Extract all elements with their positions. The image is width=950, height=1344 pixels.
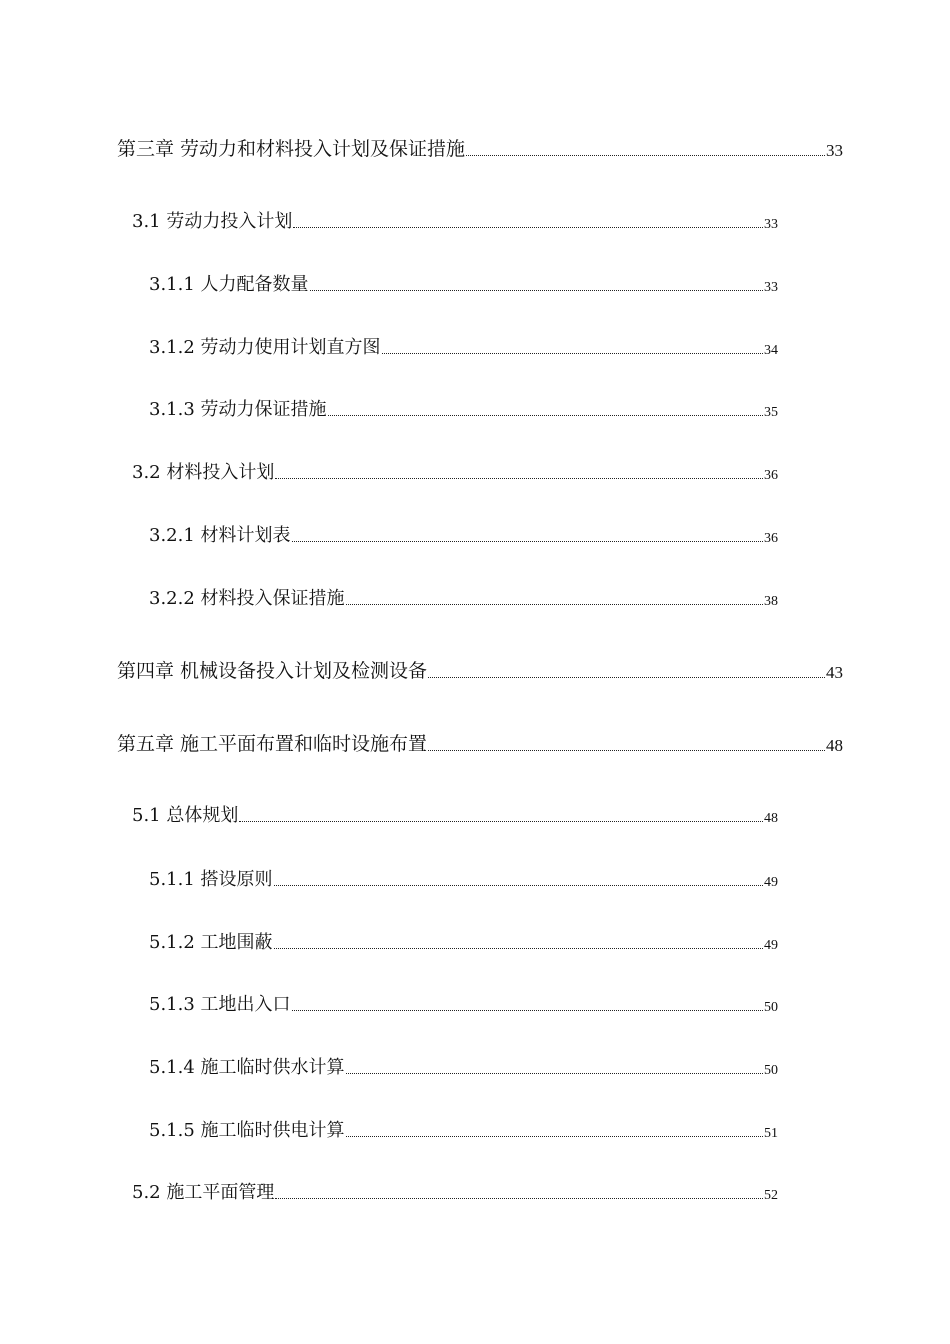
dot-leader: [346, 604, 763, 605]
dot-leader: [310, 290, 763, 291]
toc-entry-page: 33: [764, 280, 778, 295]
toc-entry-page: 43: [826, 663, 843, 682]
toc-entry-page: 48: [764, 811, 778, 826]
toc-entry-page: 50: [764, 1063, 778, 1078]
dot-leader: [466, 155, 825, 156]
toc-entry-subsection-5-1-3[interactable]: [149, 990, 778, 1016]
toc-entry-title: 第四章 机械设备投入计划及检测设备: [117, 660, 428, 682]
toc-entry-title: 第五章 施工平面布置和临时设施布置: [117, 733, 428, 755]
toc-entry-page: 52: [764, 1188, 778, 1203]
toc-entry-subsection-3-2-1[interactable]: [149, 521, 778, 547]
dot-leader: [382, 353, 763, 354]
toc-entry-title: 5.1.5 施工临时供电计算: [149, 1120, 345, 1141]
toc-entry-title: 5.1.4 施工临时供水计算: [149, 1057, 345, 1078]
dot-leader: [428, 677, 825, 678]
dot-leader: [274, 948, 763, 949]
toc-entry-subsection-3-1-2[interactable]: [149, 333, 778, 359]
toc-entry-section-3-1[interactable]: [132, 207, 778, 233]
toc-entry-title: 3.1.1 人力配备数量: [149, 274, 309, 295]
toc-entry-section-5-2[interactable]: [132, 1178, 778, 1204]
toc-entry-title: 3.2 材料投入计划: [132, 462, 275, 483]
toc-entry-page: 34: [764, 343, 778, 358]
toc-entry-section-5-1[interactable]: [132, 801, 778, 827]
toc-entry-page: 49: [764, 875, 778, 890]
dot-leader: [428, 750, 825, 751]
toc-entry-page: 48: [826, 736, 843, 755]
toc-entry-title: 3.1.3 劳动力保证措施: [149, 399, 327, 420]
toc-entry-chapter-5[interactable]: [117, 729, 843, 756]
toc-entry-title: 3.2.2 材料投入保证措施: [149, 588, 345, 609]
toc-entry-page: 38: [764, 594, 778, 609]
toc-entry-page: 33: [764, 217, 778, 232]
toc-entry-chapter-4[interactable]: [117, 656, 843, 683]
toc-entry-page: 35: [764, 405, 778, 420]
toc-entry-title: 5.1.3 工地出入口: [149, 994, 291, 1015]
toc-entry-page: 33: [826, 141, 843, 160]
toc-entry-subsection-3-1-3[interactable]: [149, 395, 778, 421]
toc-entry-page: 36: [764, 468, 778, 483]
toc-entry-page: 51: [764, 1126, 778, 1141]
toc-entry-title: 5.1.1 搭设原则: [149, 869, 273, 890]
toc-entry-page: 49: [764, 938, 778, 953]
toc-entry-subsection-3-1-1[interactable]: [149, 270, 778, 296]
toc-entry-subsection-5-1-5[interactable]: [149, 1116, 778, 1142]
toc-entry-subsection-5-1-4[interactable]: [149, 1053, 778, 1079]
dot-leader: [292, 541, 763, 542]
toc-entry-subsection-5-1-1[interactable]: [149, 865, 778, 891]
dot-leader: [275, 1198, 763, 1199]
toc-entry-title: 5.1 总体规划: [132, 805, 239, 826]
dot-leader: [346, 1073, 763, 1074]
toc-entry-title: 5.1.2 工地围蔽: [149, 932, 273, 953]
toc-entry-chapter-3[interactable]: [117, 134, 843, 161]
toc-entry-title: 5.2 施工平面管理: [132, 1182, 275, 1203]
toc-entry-title: 3.1 劳动力投入计划: [132, 211, 293, 232]
dot-leader: [239, 821, 763, 822]
toc-entry-subsection-5-1-2[interactable]: [149, 928, 778, 954]
toc-entry-title: 3.2.1 材料计划表: [149, 525, 291, 546]
dot-leader: [328, 415, 763, 416]
toc-entry-subsection-3-2-2[interactable]: [149, 584, 778, 610]
toc-entry-page: 36: [764, 531, 778, 546]
dot-leader: [274, 885, 763, 886]
toc-entry-page: 50: [764, 1000, 778, 1015]
dot-leader: [346, 1136, 763, 1137]
dot-leader: [275, 478, 763, 479]
toc-entry-title: 第三章 劳动力和材料投入计划及保证措施: [117, 138, 466, 160]
toc-entry-title: 3.1.2 劳动力使用计划直方图: [149, 337, 381, 358]
dot-leader: [293, 227, 763, 228]
toc-entry-section-3-2[interactable]: [132, 458, 778, 484]
dot-leader: [292, 1010, 763, 1011]
